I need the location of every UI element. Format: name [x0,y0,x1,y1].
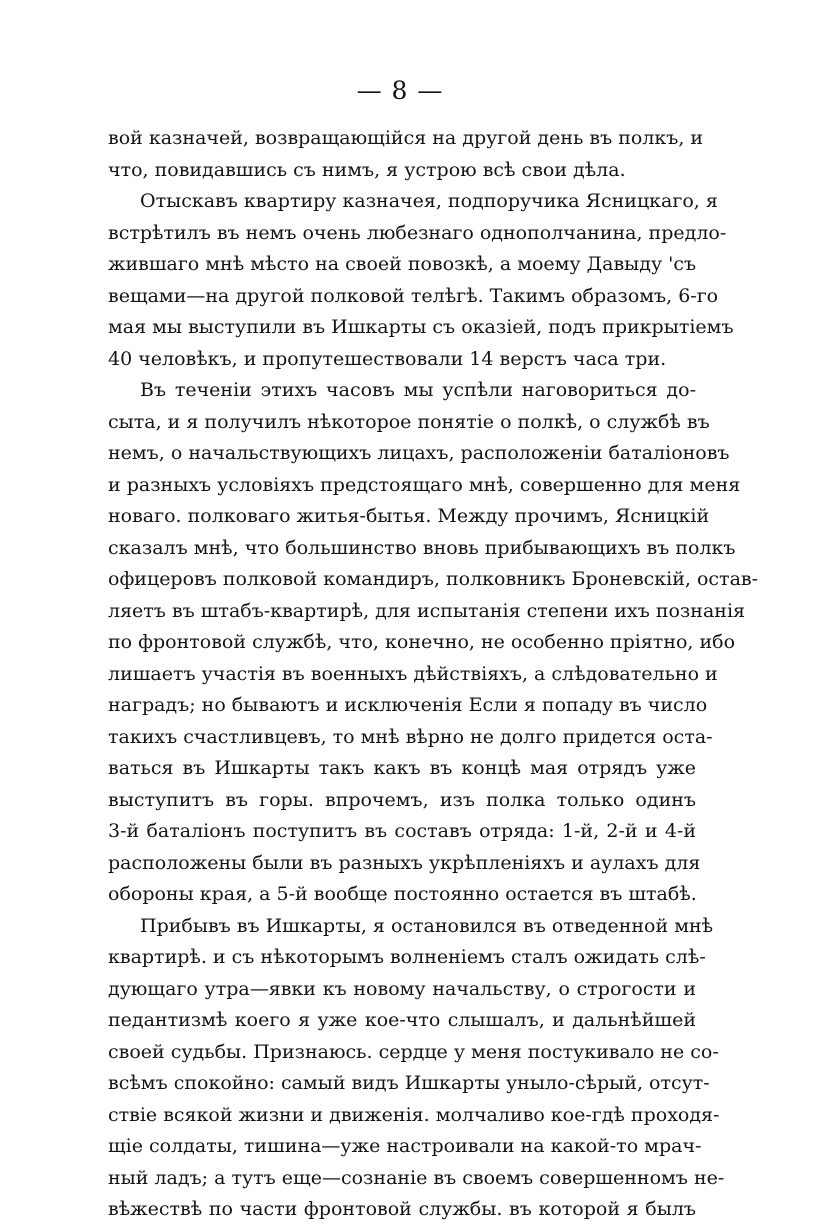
text-line: выступитъ въ горы. впрочемъ, изъ полка только одинъ [108,788,696,811]
text-line: что, повидавшись съ нимъ, я устрою всѣ свои дѣла. [108,158,626,181]
text-line: дующаго утра—явки къ новому начальству, о строгости и [108,977,696,1000]
text-line: квартирѣ. и съ нѣкоторымъ волненіемъ сталъ ожидать слѣ- [108,946,706,968]
text-line: расположены были въ разныхъ укрѣпленіяхъ и аулахъ для [108,851,701,874]
text-line: Въ теченіи этихъ часовъ мы успѣли наговориться до- [140,379,696,401]
text-line: ствіе всякой жизни и движенія. молчаливо кое-гдѣ проходя- [108,1103,720,1126]
text-line: встрѣтилъ въ немъ очень любезнаго однополчанина, предло- [108,221,727,244]
text-line: 40 человѣкъ, и пропутешествовали 14 верстъ часа три. [108,347,667,370]
text-line: педантизмѣ коего я уже кое-что слышалъ, и дальнѣйшей [108,1009,696,1031]
text-line: мая мы выступили въ Ишкарты съ оказіей, подъ прикрытіемъ [108,316,734,338]
text-line: наградъ; но бываютъ и исключенія Если я попаду въ число [108,694,708,716]
text-line: щіе солдаты, тишина—уже настроивали на какой-то мрач- [108,1135,702,1157]
paragraph-1 [108,123,704,186]
text-line: вѣжествѣ по части фронтовой службы. въ которой я былъ [108,1198,696,1220]
text-line: и разныхъ условіяхъ предстоящаго мнѣ, совершенно для меня [108,473,741,496]
text-line: сыта, и я получилъ нѣкоторое понятіе о полкѣ, о службѣ въ [108,410,710,433]
text-line: по фронтовой службѣ, что, конечно, не особенно пріятно, ибо [108,631,736,653]
text-line: 3-й баталіонъ поступитъ въ составъ отряда: 1-й, 2-й и 4-й [108,820,696,842]
paragraph-4 [108,911,725,1226]
text-line: ный ладъ; а тутъ еще—сознаніе въ своемъ совершенномъ не- [108,1166,725,1189]
text-line: ваться въ Ишкарты такъ какъ въ концѣ мая отрядъ уже [108,757,696,779]
text-line: своей судьбы. Признаюсь. сердце у меня постукивало не со- [108,1040,719,1063]
text-line: лишаетъ участія въ военныхъ дѣйствіяхъ, а слѣдовательно и [108,662,718,685]
text-line: Отыскавъ квартиру казначея, подпоручика Ясницкаго, я [140,190,718,212]
page-number: — 8 — [356,76,444,105]
text-line: жившаго мнѣ мѣсто на своей повозкѣ, а моему Давыду 'съ [108,253,697,275]
paragraph-2 [108,186,734,375]
text-line: ляетъ въ штабъ-квартирѣ, для испытанія степени ихъ познанія [108,599,746,622]
text-line: вещами—на другой полковой телѣгѣ. Такимъ образомъ, 6-го [108,284,719,307]
text-line: такихъ счастливцевъ, то мнѣ вѣрно не долго придется оста- [108,725,713,748]
text-line: немъ, о начальствующихъ лицахъ, расположеніи баталіоновъ [108,442,730,464]
text-line: Прибывъ въ Ишкарты, я остановился въ отведенной мнѣ [140,914,714,937]
text-line: сказалъ мнѣ, что большинство вновь прибывающихъ въ полкъ [108,536,736,559]
paragraph-3 [108,375,759,911]
text-line: вой казначей, возвращающійся на другой день въ полкъ, и [108,127,704,149]
text-line: офицеровъ полковой командиръ, полковникъ Броневскій, остав- [108,568,759,590]
text-line: обороны края, а 5-й вообще постоянно остается въ штабѣ. [108,883,697,905]
text-line: новаго. полковаго житья-бытья. Между прочимъ, Ясницкій [108,505,710,527]
text-line: всѣмъ спокойно: самый видъ Ишкарты унылo-сѣрый, отсут- [108,1072,710,1094]
body-text [108,123,759,1226]
